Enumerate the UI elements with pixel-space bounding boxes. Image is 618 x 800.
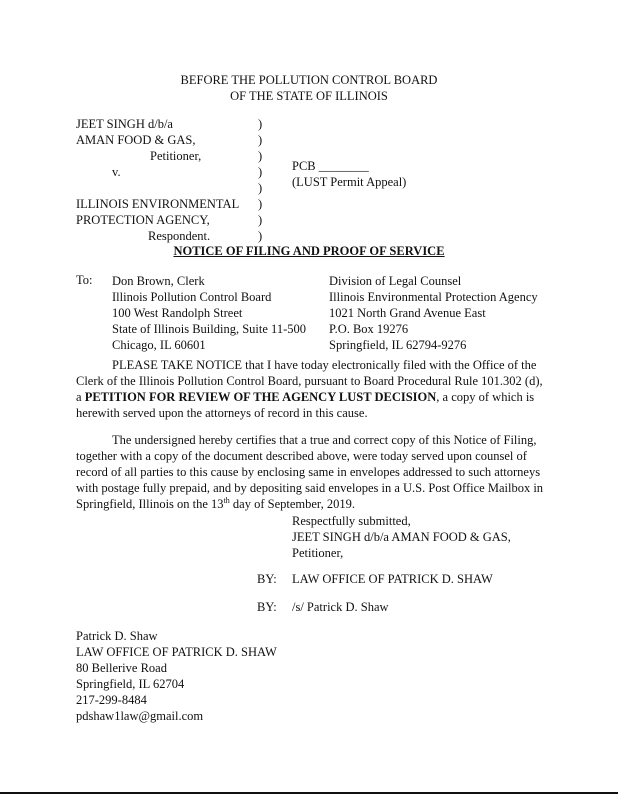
signature-block [292, 513, 511, 561]
notice-text-end: , a copy of which is herewith served upon the attorneys of record in this cause. [76, 390, 535, 420]
attorney-email: pdshaw1law@gmail.com [76, 709, 204, 723]
attorney-phone: 217-299-8484 [76, 693, 147, 707]
by-value-1: LAW OFFICE OF PATRICK D. SHAW [292, 572, 493, 586]
recipient-agency-line-4: P.O. Box 19276 [329, 322, 409, 336]
caption-parties [76, 116, 239, 244]
by-label-1: BY: [257, 572, 277, 586]
case-type: (LUST Permit Appeal) [292, 175, 407, 189]
respondent-name-1: ILLINOIS ENVIRONMENTAL [76, 197, 240, 211]
respondent-role: Respondent. [148, 229, 211, 243]
to-label: To: [76, 273, 93, 287]
recipient-clerk-line-3: 100 West Randolph Street [112, 306, 243, 320]
case-number: PCB ________ [292, 159, 369, 173]
paren-4: ) [258, 165, 263, 179]
notice-text-start: PLEASE TAKE NOTICE that I have today electronically filed with the Office of the Clerk of the Illinois Pollution Control Board, pursuant to Board Procedural Rule 101.302 (d), a [76, 358, 543, 404]
document-title: NOTICE OF FILING AND PROOF OF SERVICE [173, 244, 445, 258]
recipient-agency-line-5: Springfield, IL 62794-9276 [329, 338, 467, 352]
attorney-name: Patrick D. Shaw [76, 629, 158, 643]
court-heading-line-1: BEFORE THE POLLUTION CONTROL BOARD [180, 73, 438, 87]
recipient-clerk-line-4: State of Illinois Building, Suite 11-500 [112, 322, 306, 336]
paren-1: ) [258, 117, 263, 131]
petition-title: PETITION FOR REVIEW OF THE AGENCY LUST DECISION [84, 390, 437, 404]
recipient-clerk-line-5: Chicago, IL 60601 [112, 338, 206, 352]
attorney-street: 80 Bellerive Road [76, 661, 167, 675]
petitioner-name-2: AMAN FOOD & GAS, [76, 133, 196, 147]
paren-3: ) [258, 149, 263, 163]
paren-8: ) [258, 229, 263, 243]
ordinal-suffix: th [223, 495, 230, 505]
certification-text-start: The undersigned hereby certifies that a true and correct copy of this Notice of Filing, together with a copy of the document described above, were today served upon counsel of record of all parties to this cause by enclosing same in envelopes addressed to such attorneys with postage fully prepaid, and by depositing said envelopes in a U.S. Post Office Mailbox in Springfield, Illinois on the 13 [76, 433, 544, 511]
signature-party: JEET SINGH d/b/a AMAN FOOD & GAS, [292, 530, 511, 544]
court-heading-line-2: OF THE STATE OF ILLINOIS [230, 89, 388, 103]
page-bottom-rule [0, 792, 618, 794]
certification-text-end: day of September, 2019. [229, 497, 355, 511]
respondent-name-2: PROTECTION AGENCY, [76, 213, 210, 227]
respectfully-submitted: Respectfully submitted, [292, 514, 411, 528]
court-heading [0, 72, 618, 104]
recipient-agency-line-2: Illinois Environmental Protection Agency [329, 290, 538, 304]
versus: v. [112, 165, 121, 179]
caption-parentheses [258, 116, 262, 244]
recipient-clerk-line-1: Don Brown, Clerk [112, 274, 205, 288]
paren-2: ) [258, 133, 263, 147]
certification-paragraph [76, 432, 544, 512]
recipient-clerk [112, 273, 306, 353]
attorney-firm: LAW OFFICE OF PATRICK D. SHAW [76, 645, 277, 659]
paren-7: ) [258, 213, 263, 227]
petitioner-role: Petitioner, [150, 149, 202, 163]
electronic-signature: /s/ Patrick D. Shaw [292, 600, 389, 614]
attorney-city: Springfield, IL 62704 [76, 677, 185, 691]
case-block [292, 158, 406, 190]
paren-5: ) [258, 181, 263, 195]
petitioner-name-1: JEET SINGH d/b/a [76, 117, 173, 131]
recipient-agency [329, 273, 538, 353]
paren-6: ) [258, 197, 263, 211]
recipient-agency-line-3: 1021 North Grand Avenue East [329, 306, 486, 320]
attorney-block [76, 628, 277, 724]
recipient-clerk-line-2: Illinois Pollution Control Board [112, 290, 272, 304]
recipient-agency-line-1: Division of Legal Counsel [329, 274, 462, 288]
notice-paragraph [76, 357, 544, 421]
by-label-2: BY: [257, 600, 277, 614]
blank-line [76, 180, 239, 196]
signature-role: Petitioner, [292, 546, 344, 560]
